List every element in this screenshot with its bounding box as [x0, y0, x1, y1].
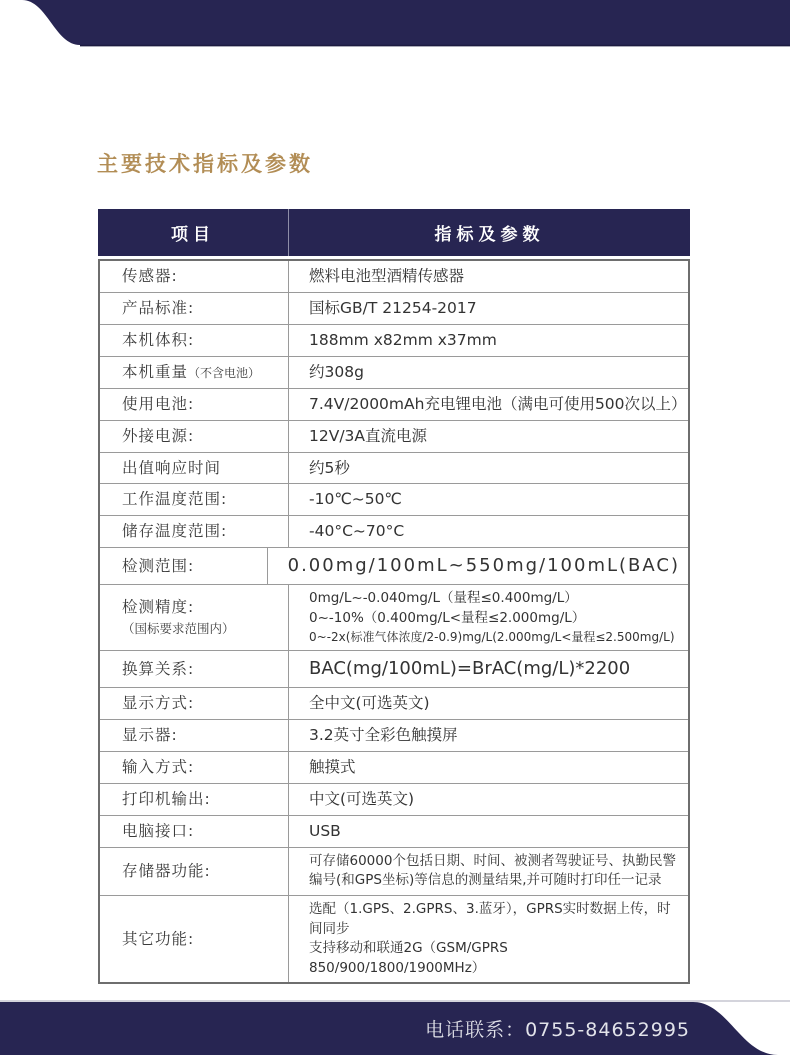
row-label [122, 330, 282, 351]
row-label [122, 266, 282, 287]
contact-phone: 电话联系：0755-84652995 [425, 1019, 690, 1041]
value-line: 可存储60000个包括日期、时间、被测者驾驶证号、执勤民警 [309, 852, 676, 869]
value-line: 12V/3A直流电源 [309, 426, 428, 445]
table-row [100, 784, 688, 816]
row-label-cell [100, 484, 289, 515]
value-line: -10℃~50℃ [309, 490, 402, 509]
row-value [289, 585, 688, 650]
table-row [100, 688, 688, 720]
table-row [100, 453, 688, 485]
row-value [289, 688, 688, 719]
table-row [100, 651, 688, 688]
page-title: 主要技术指标及参数 [97, 152, 313, 176]
row-label [122, 597, 282, 638]
row-label-cell [100, 720, 289, 751]
value-line: 全中文(可选英文) [309, 694, 430, 713]
value-line: 选配（1.GPS、2.GPRS、3.蓝牙），GPRS实时数据上传，时间同步 [309, 900, 671, 937]
row-label [122, 929, 282, 950]
column-header-item: 项目 [98, 209, 289, 256]
row-value [289, 325, 688, 356]
row-label-text: 检测范围: [122, 556, 195, 575]
row-label [122, 789, 282, 810]
table-row [100, 389, 688, 421]
row-value [289, 421, 688, 452]
row-value [289, 293, 688, 324]
row-label-cell [100, 752, 289, 783]
value-line: 0.00mg/100mL~550mg/100mL(BAC) [287, 555, 680, 577]
row-label-cell [100, 585, 289, 650]
row-label-cell [100, 784, 289, 815]
row-label-cell [100, 421, 289, 452]
table-row [100, 816, 688, 848]
row-label-cell [100, 651, 289, 687]
row-label-text: 本机重量 [122, 362, 189, 381]
row-value [289, 848, 688, 895]
row-label-cell [100, 389, 289, 420]
spec-table [98, 209, 690, 984]
table-row [100, 548, 688, 585]
value-line: 0~-10%（0.400mg/L<量程≤2.000mg/L） [309, 609, 586, 626]
table-row [100, 585, 688, 651]
row-label-cell [100, 516, 289, 547]
row-value [268, 548, 688, 584]
table-row [100, 896, 688, 982]
row-label [122, 489, 282, 510]
row-label-text: 使用电池: [122, 394, 195, 413]
table-row [100, 421, 688, 453]
row-value [289, 752, 688, 783]
table-row [100, 357, 688, 389]
value-line: 3.2英寸全彩色触摸屏 [309, 726, 458, 745]
table-row [100, 293, 688, 325]
row-label [122, 725, 282, 746]
row-value [289, 261, 688, 292]
row-label-cell [100, 453, 289, 484]
row-label [122, 757, 282, 778]
row-label [122, 861, 282, 882]
row-label-text: 本机体积: [122, 330, 195, 349]
table-body [98, 259, 690, 984]
row-label [122, 458, 282, 479]
value-line: 约5秒 [309, 458, 350, 477]
value-line: 0~-2x(标准气体浓度/2-0.9)mg/L(2.000mg/L<量程≤2.500mg/L) [309, 630, 675, 645]
row-value [289, 453, 688, 484]
row-label-text: 换算关系: [122, 659, 195, 678]
row-label-cell [100, 548, 268, 584]
row-label-text: 外接电源: [122, 426, 195, 445]
value-line: -40°C~70°C [309, 522, 405, 541]
row-value [289, 784, 688, 815]
value-line: 触摸式 [309, 758, 356, 777]
table-row [100, 484, 688, 516]
column-header-spec: 指标及参数 [434, 225, 545, 245]
row-label [122, 521, 282, 542]
value-line: 0mg/L~-0.040mg/L（量程≤0.400mg/L） [309, 590, 578, 607]
row-label-text: 工作温度范围: [122, 490, 228, 509]
value-line: 编号(和GPS坐标)等信息的测量结果,并可随时打印任一记录 [309, 872, 662, 889]
row-value [289, 720, 688, 751]
row-label [122, 821, 282, 842]
row-label-cell [100, 293, 289, 324]
row-label-text: 输入方式: [122, 758, 195, 777]
row-label-cell [100, 688, 289, 719]
row-label-note: （不含电池） [188, 365, 261, 380]
value-line: USB [309, 821, 341, 840]
value-line: 国标GB/T 21254-2017 [309, 298, 477, 317]
value-line: 中文(可选英文) [309, 789, 415, 808]
row-label-text: 检测精度: [122, 598, 195, 617]
row-label [122, 298, 282, 319]
row-label [122, 362, 282, 383]
table-row [100, 848, 688, 896]
row-label [122, 394, 282, 415]
row-label [122, 659, 282, 680]
row-label-text: 储存温度范围: [122, 522, 228, 541]
row-label-cell [100, 357, 289, 388]
row-label-cell [100, 261, 289, 292]
row-label [122, 426, 282, 447]
table-row [100, 720, 688, 752]
row-label-cell [100, 325, 289, 356]
row-label-cell [100, 896, 289, 982]
row-label-text: 电脑接口: [122, 821, 195, 840]
top-banner-shape [0, 0, 790, 50]
row-label [122, 556, 261, 577]
row-value [289, 389, 688, 420]
table-row [100, 261, 688, 293]
row-value [289, 484, 688, 515]
value-line: 7.4V/2000mAh充电锂电池（满电可使用500次以上） [309, 394, 687, 413]
value-line: BAC(mg/100mL)=BrAC(mg/L)*2200 [309, 658, 631, 680]
row-label-text: 显示器: [122, 726, 178, 745]
row-value [289, 651, 688, 687]
row-label-text: 传感器: [122, 267, 178, 285]
row-value [289, 516, 688, 547]
table-header-row [98, 209, 690, 256]
value-line: 188mm x82mm x37mm [309, 330, 497, 349]
row-label-text: 打印机输出: [122, 789, 211, 808]
value-line: 支持移动和联通2G（GSM/GPRS 850/900/1800/1900MHz） [309, 940, 508, 976]
value-line: 燃料电池型酒精传感器 [309, 267, 465, 285]
table-row [100, 325, 688, 357]
row-value [289, 357, 688, 388]
row-label-text: 其它功能: [122, 929, 195, 948]
row-value [289, 896, 688, 982]
row-label [122, 693, 282, 714]
row-value [289, 816, 688, 847]
row-label-text: 存储器功能: [122, 861, 211, 880]
value-line: 约308g [309, 362, 364, 381]
table-row [100, 516, 688, 548]
row-label-note: （国标要求范围内） [122, 621, 235, 637]
table-row [100, 752, 688, 784]
row-label-text: 产品标准: [122, 298, 195, 317]
row-label-text: 显示方式: [122, 694, 195, 713]
row-label-cell [100, 816, 289, 847]
row-label-cell [100, 848, 289, 895]
row-label-text: 出值响应时间 [122, 458, 222, 477]
